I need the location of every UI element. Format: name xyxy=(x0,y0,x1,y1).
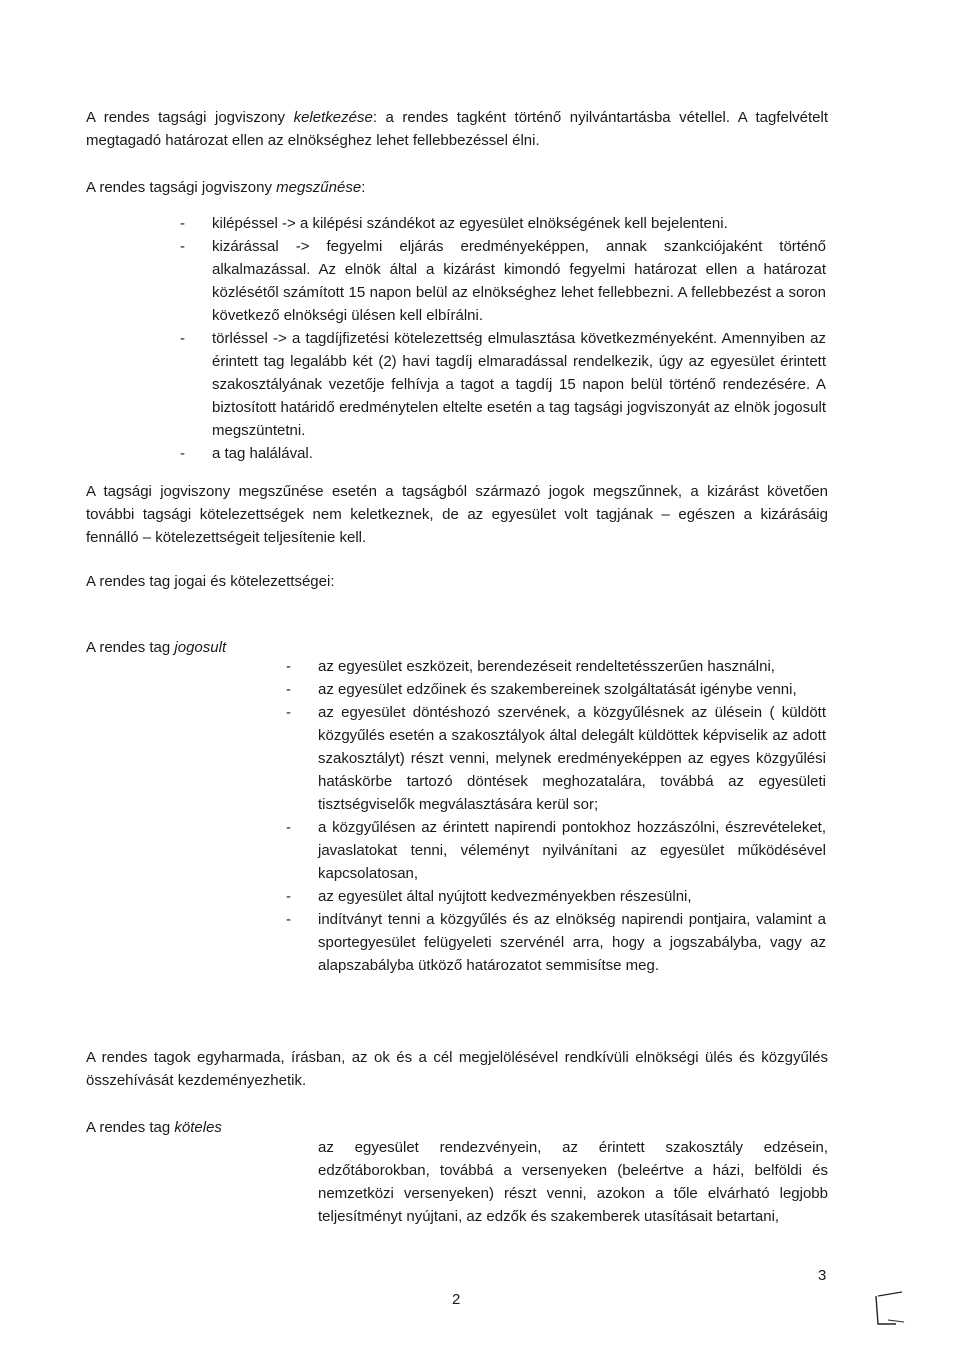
list-item: - kilépéssel -> a kilépési szándékot az egyesület elnökségének kell bejelenteni. xyxy=(212,212,826,235)
term-jogosult: jogosult xyxy=(174,639,227,656)
text-run: A rendes tag xyxy=(86,1119,175,1136)
koteles-text: az egyesület rendezvényein, az érintett szakosztály edzésein, edzőtáborokban, továbbá a versenyeken (beleértve a házi, belföldi és nemzetközi versenyeken) részt venni, azokon a tőle elvárható legjobb teljesítményt nyújtani, az edzők és szakemberek utasításait betartani, xyxy=(318,1139,828,1225)
page-number-right: 3 xyxy=(818,1267,827,1284)
label-koteles xyxy=(86,1116,222,1139)
text-run: : a rendes tagként történő nyilvántartásba vétellel. A tagfelvételt megtagadó határozat ellen az elnökséghez lehet fellebbezéssel élni. xyxy=(86,109,829,149)
text-run: : xyxy=(361,179,366,196)
heading-megszunes xyxy=(86,176,365,199)
list-item: - a közgyűlésen az érintett napirendi pontokhoz hozzászólni, észrevételeket, javaslatokat tenni, véleményt nyilvánítani az egyesület működésével kapcsolatosan, xyxy=(318,816,826,885)
text-run: A rendes tagsági jogviszony xyxy=(86,179,277,196)
megszunes-list xyxy=(212,212,826,465)
page-number-center: 2 xyxy=(452,1291,461,1308)
paragraph-keletkezes xyxy=(86,106,828,152)
term-keletkezese: keletkezése xyxy=(293,109,373,126)
list-item: - az egyesület eszközeit, berendezéseit rendeltetésszerűen használni, xyxy=(318,655,826,678)
handwritten-initial-mark xyxy=(862,1290,912,1340)
list-item: - a tag halálával. xyxy=(212,442,826,465)
label-jogosult xyxy=(86,636,226,659)
list-item: - az egyesület edzőinek és szakembereinek szolgáltatását igénybe venni, xyxy=(318,678,826,701)
text-run: A rendes tagsági jogviszony xyxy=(86,109,294,126)
list-item: - kizárással -> fegyelmi eljárás eredményeképpen, annak szankciójaként történő alkalmazással. Az elnök által a kizárást kimondó fegyelmi határozat ellen a határozat közlésétől számított 15 napon belül az elnökséghez lehet fellebbezni. A fellebbezést a soron következő elnökségi ülésen kell elbírálni. xyxy=(212,235,826,327)
list-item: - indítványt tenni a közgyűlés és az elnökség napirendi pontjaira, valamint a sportegyesület felügyeleti szervénél arra, hogy a jogszabályba, vagy az alapszabályba ütköző határozatot semmisítse meg. xyxy=(318,908,826,977)
term-koteles: köteles xyxy=(174,1119,222,1136)
paragraph-egyharmad: A rendes tagok egyharmada, írásban, az ok és a cél megjelölésével rendkívüli elnökségi ülés és közgyűlés összehívását kezdeményezhetik. xyxy=(86,1049,828,1089)
paragraph-megszunes-kovetkezmeny: A tagsági jogviszony megszűnése esetén a tagságból származó jogok megszűnnek, a kizárást követően további tagsági kötelezettségek nem keletkeznek, de az egyesület volt tagjának – egészen a kizárásáig fennálló – kötelezettségeit teljesítenie kell. xyxy=(86,483,828,546)
list-item: - az egyesület döntéshozó szervének, a közgyűlésnek az ülésein ( küldött közgyűlés esetén a szakosztályok által delegált küldöttek képviselik az adott szakosztályt) részt venni, melynek eredményeképpen az egyes közgyűlési hatáskörbe tartozó döntések meghozatalára, továbbá az egyesületi tisztségviselők megválasztására kerül sor; xyxy=(318,701,826,816)
list-item: - törléssel -> a tagdíjfizetési kötelezettség elmulasztása következményeként. Amennyiben az érintett tag legalább két (2) havi tagdíj elmaradással rendelkezik, úgy az egyesület érintett szakosztályának vezetője felhívja a tagot a tagdíj 15 napon belül történő rendezésére. A biztosított határidő eredménytelen eltelte esetén a tag tagsági jogviszonyát az elnök jogosult megszüntetni. xyxy=(212,327,826,442)
text-run: A rendes tag xyxy=(86,639,175,656)
list-item: - az egyesület által nyújtott kedvezményekben részesülni, xyxy=(318,885,826,908)
term-megszunese: megszűnése xyxy=(276,179,362,196)
heading-jogok-kotelezettsegek: A rendes tag jogai és kötelezettségei: xyxy=(86,573,335,590)
jogosult-list xyxy=(318,655,826,977)
